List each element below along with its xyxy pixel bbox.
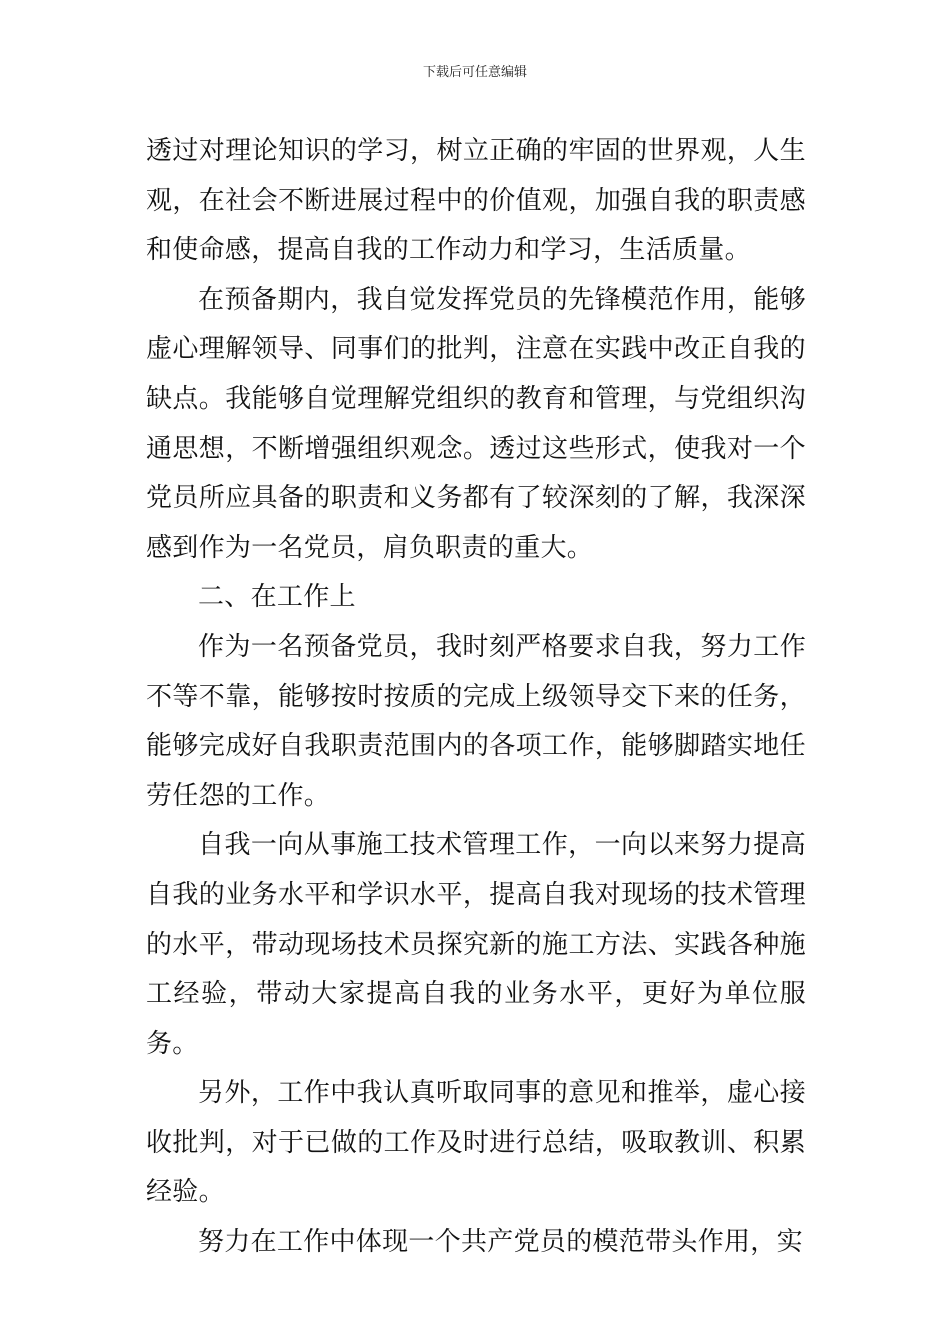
page-header-note: 下载后可任意编辑 [422,65,527,80]
paragraph-work-attitude: 作为一名预备党员，我时刻严格要求自我，努力工作不等不靠，能够按时按质的完成上级领导交下来的任务，能够完成好自我职责范围内的各项工作，能够脚踏实地任劳任怨的工作。 [146,631,806,811]
paragraph-technical-management: 自我一向从事施工技术管理工作，一向以来努力提高自我的业务水平和学识水平，提高自我对现场的技术管理的水平，带动现场技术员探究新的施工方法、实践各种施工经验，带动大家提高自我的业务水平，更好为单位服务。 [146,830,806,1059]
paragraph-listening-to-colleagues: 另外，工作中我认真听取同事的意见和推举，虚心接收批判，对于已做的工作及时进行总结，吸取教训、积累经验。 [146,1078,806,1208]
paragraph-intro: 透过对理论知识的学习，树立正确的牢固的世界观，人生观，在社会不断进展过程中的价值观，加强自我的职责感和使命感，提高自我的工作动力和学习，生活质量。 [146,136,806,266]
document-body [146,127,806,1268]
paragraph-model-role: 努力在工作中体现一个共产党员的模范带头作用，实 [198,1227,803,1258]
section-heading-work: 二、在工作上 [198,582,356,613]
paragraph-probation-period: 在预备期内，我自觉发挥党员的先锋模范作用，能够虚心理解领导、同事们的批判，注意在实践中改正自我的缺点。我能够自觉理解党组织的教育和管理，与党组织沟通思想，不断增强组织观念。透过这些形式，使我对一个党员所应具备的职责和义务都有了较深刻的了解，我深深感到作为一名党员，肩负职责的重大。 [146,284,806,563]
